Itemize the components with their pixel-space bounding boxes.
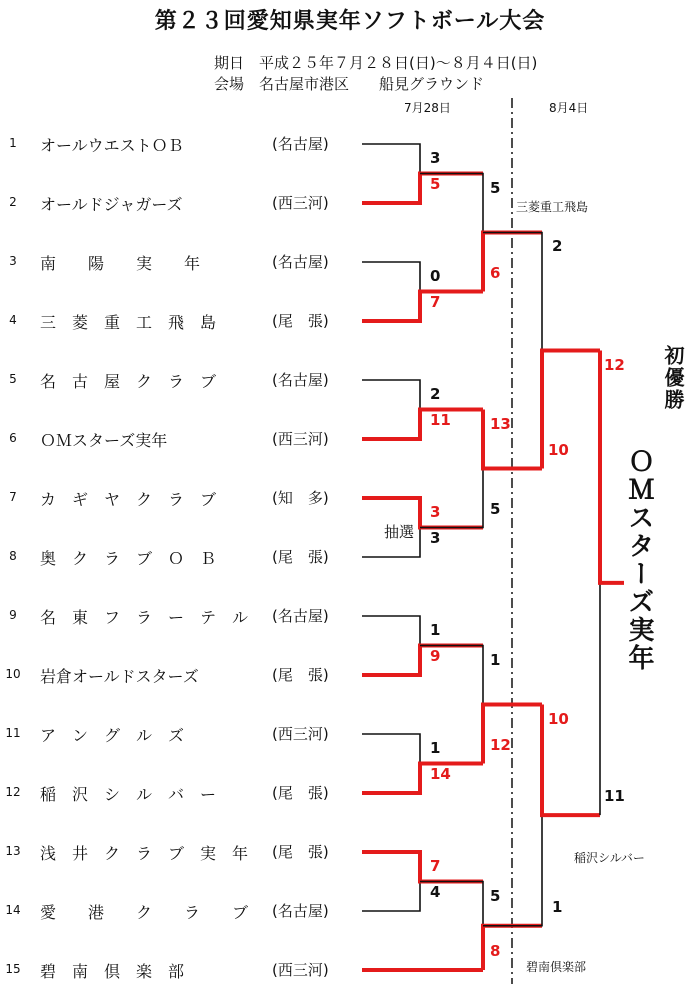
team-name: 愛 港 ク ラ ブ (40, 903, 249, 922)
score-label: 5 (490, 499, 501, 518)
team-name: オールドジャガーズ (40, 195, 183, 214)
score-label: 8 (490, 942, 501, 960)
bracket-loser-line (362, 380, 420, 410)
team-region: (知 多) (272, 489, 329, 507)
team-name: 浅 井 ク ラ ブ 実 年 (40, 844, 249, 863)
team-region: (西三河) (272, 430, 329, 448)
team-region: (西三河) (272, 961, 329, 979)
note-mitsubishi: 三菱重工飛島 (516, 200, 589, 214)
team-region: (名古屋) (272, 371, 329, 389)
team-num: 9 (9, 608, 17, 622)
team-region: (尾 張) (272, 548, 329, 566)
round-1-date: 7月28日 (404, 101, 451, 115)
score-label: 3 (430, 503, 441, 521)
score-label: 13 (490, 414, 511, 433)
team-num: 1 (9, 136, 17, 150)
score-label: 6 (490, 263, 501, 282)
score-label: 2 (552, 236, 563, 255)
score-label: 9 (430, 647, 441, 665)
team-num: 12 (5, 785, 21, 799)
team-region: (尾 張) (272, 784, 329, 802)
team-num: 13 (5, 844, 21, 858)
team-name: 三 菱 重 工 飛 島 (40, 313, 217, 332)
team-name: 岩倉オールドスターズ (40, 667, 199, 686)
note-inazawa: 稲沢シルバー (574, 851, 645, 865)
team-name: 碧 南 倶 楽 部 (40, 962, 185, 981)
team-num: 6 (9, 431, 17, 445)
score-label: 5 (490, 886, 501, 905)
bracket-winner-line (362, 174, 483, 204)
bracket-winner-line (362, 852, 483, 882)
score-label: 2 (430, 385, 441, 403)
team-num: 11 (5, 726, 21, 740)
bracket-loser-line (362, 262, 420, 292)
score-label: 1 (552, 897, 563, 916)
round-2-date: 8月4日 (549, 101, 589, 115)
score-label: 1 (490, 650, 501, 669)
team-region: (尾 張) (272, 843, 329, 861)
team-name: 名 古 屋 ク ラ ブ (40, 372, 217, 391)
bracket-loser-line (483, 815, 542, 926)
team-region: (尾 張) (272, 666, 329, 684)
score-label: 11 (430, 411, 451, 429)
team-name: ＯＭスターズ実年 (40, 431, 168, 450)
score-label: 1 (430, 739, 441, 757)
score-label: 10 (548, 709, 569, 728)
score-label: 7 (430, 293, 441, 311)
team-num: 15 (5, 962, 21, 976)
note-hekinan: 碧南倶楽部 (526, 960, 587, 974)
bracket-winner-line (362, 498, 483, 528)
score-label: 10 (548, 440, 569, 459)
bracket-loser-line (362, 144, 420, 174)
team-num: 4 (9, 313, 17, 327)
bracket-loser-line (362, 616, 420, 646)
bracket-loser-line (362, 882, 420, 912)
team-region: (尾 張) (272, 312, 329, 330)
team-num: 10 (5, 667, 21, 681)
team-num: 5 (9, 372, 17, 386)
schedule-text: 期日 平成２５年７月２８日(日)～８月４日(日) (214, 54, 538, 72)
team-num: 3 (9, 254, 17, 268)
score-label: 0 (430, 267, 441, 285)
score-label: 5 (430, 175, 441, 193)
bracket-winner-line (362, 764, 483, 794)
venue-text: 会場 名古屋市港区 船見グラウンド (214, 75, 485, 93)
team-region: (西三河) (272, 194, 329, 212)
lottery-label: 抽選 (384, 523, 415, 541)
bracket-loser-line (362, 734, 420, 764)
team-name: 奥 ク ラ ブ Ｏ Ｂ (40, 549, 217, 568)
score-label: 7 (430, 857, 441, 875)
score-label: 3 (430, 529, 441, 547)
team-name: 南 陽 実 年 (40, 254, 201, 273)
page-title: 第２３回愛知県実年ソフトボール大会 (154, 9, 546, 34)
score-label: 3 (430, 149, 441, 167)
team-num: 2 (9, 195, 17, 209)
bracket-winner-line (362, 410, 483, 440)
bracket-winner-line (362, 292, 483, 322)
team-name: カ ギ ヤ ク ラ ブ (40, 490, 217, 509)
team-name: 名 東 フ ラ ー テ ル (40, 608, 249, 627)
team-region: (西三河) (272, 725, 329, 743)
team-num: 7 (9, 490, 17, 504)
team-num: 8 (9, 549, 17, 563)
score-label: 5 (490, 178, 501, 197)
team-region: (名古屋) (272, 135, 329, 153)
team-num: 14 (5, 903, 21, 917)
score-label: 11 (604, 787, 625, 806)
bracket-winner-line (362, 646, 483, 676)
score-label: 4 (430, 883, 441, 901)
score-label: 14 (430, 765, 451, 783)
team-region: (名古屋) (272, 902, 329, 920)
score-label: 1 (430, 621, 441, 639)
team-name: ア ン グ ル ズ (40, 726, 185, 745)
team-name: 稲 沢 シ ル バ ー (40, 785, 217, 804)
team-region: (名古屋) (272, 607, 329, 625)
score-label: 12 (490, 735, 511, 754)
score-label: 12 (604, 355, 625, 374)
champion-team-name: ＯＭスターズ実年 (624, 448, 654, 672)
team-region: (名古屋) (272, 253, 329, 271)
team-name: オールウエストＯＢ (40, 136, 184, 155)
first-championship-label: 初優勝 (661, 345, 685, 411)
